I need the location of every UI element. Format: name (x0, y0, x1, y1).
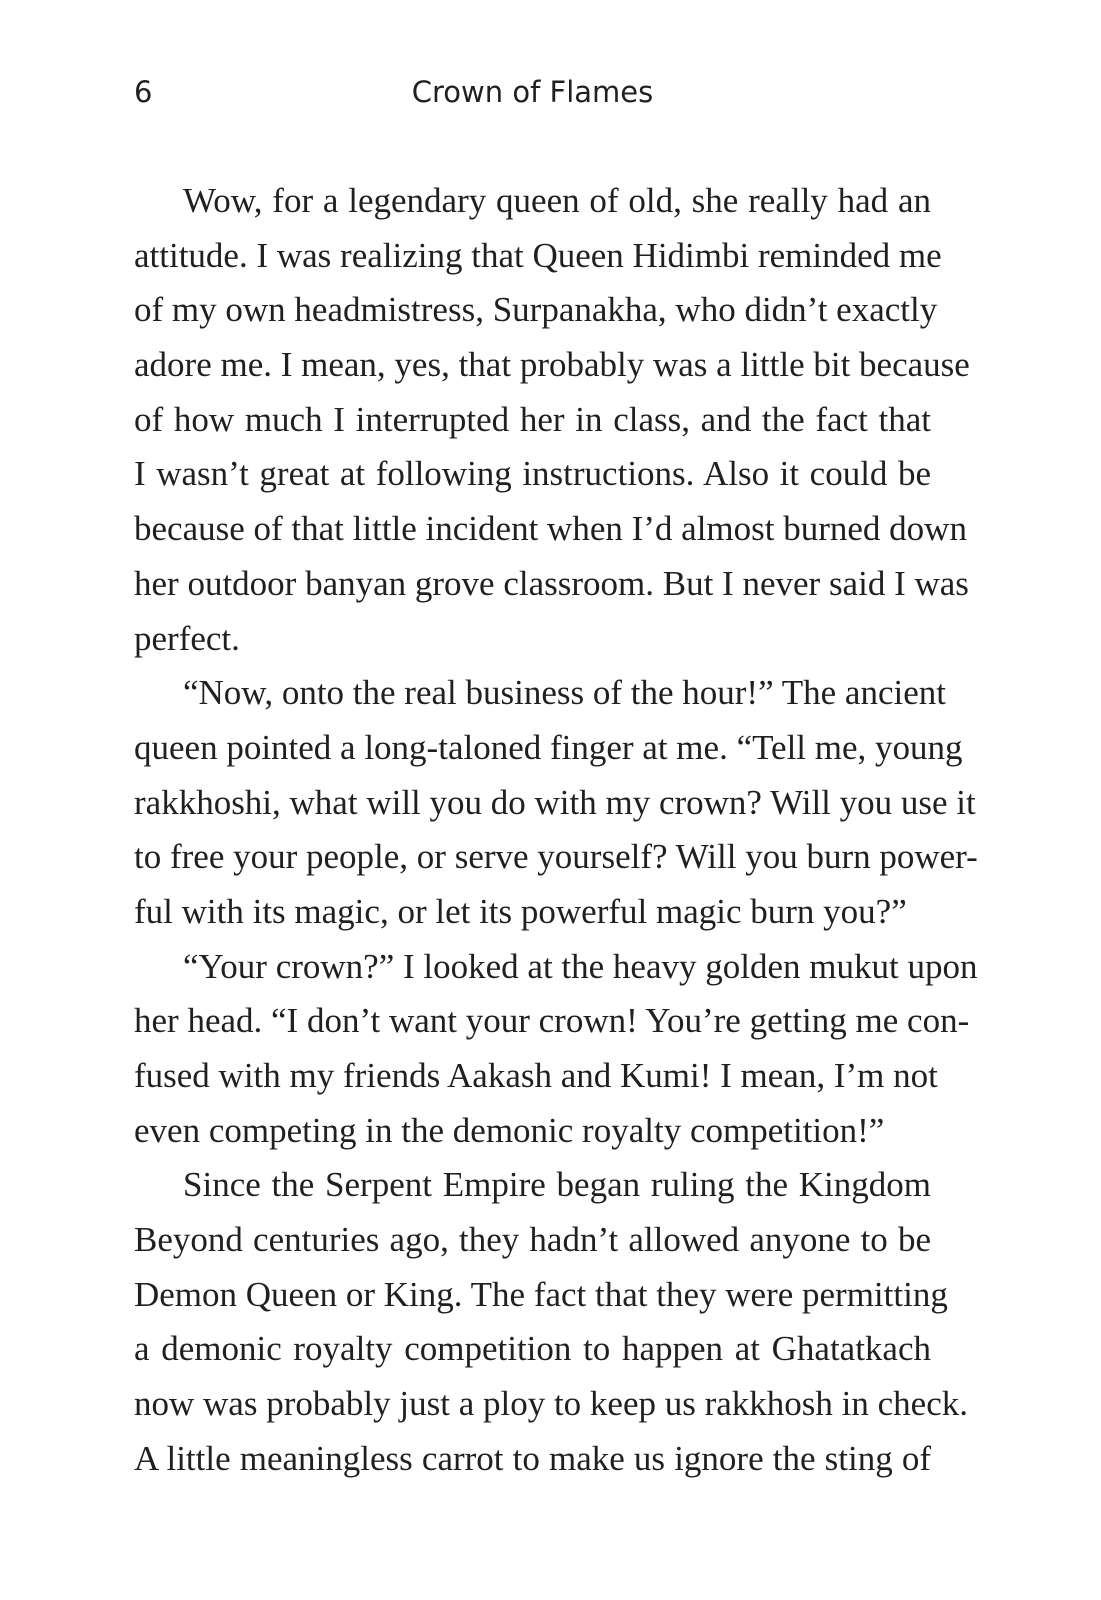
text-line: ful with its magic, or let its powerful magic burn you?” (134, 891, 907, 931)
text-line: queen pointed a long-taloned finger at me. “Tell me, young (134, 727, 963, 767)
text-line: adore me. I mean, yes, that probably was a little bit because (134, 345, 970, 385)
book-title: Crown of Flames (411, 75, 654, 109)
text-line: Demon Queen or King. The fact that they were permitting (134, 1274, 948, 1314)
text-line: rakkhoshi, what will you do with my crown? Will you use it (134, 782, 976, 822)
text-line: A little meaningless carrot to make us ignore the sting of (134, 1438, 931, 1478)
text-line: to free your people, or serve yourself? Will you burn power- (134, 837, 978, 877)
text-line: “Now, onto the real business of the hour!” The ancient (183, 673, 946, 713)
text-line: of how much I interrupted her in class, and the fact that (134, 399, 931, 439)
text-line: Beyond centuries ago, they hadn’t allowed anyone to be (134, 1220, 931, 1260)
page-number: 6 (134, 75, 153, 109)
text-line: her outdoor banyan grove classroom. But I never said I was (134, 563, 969, 603)
text-line: I wasn’t great at following instructions. Also it could be (134, 454, 931, 494)
text-line: attitude. I was realizing that Queen Hidimbi reminded me (134, 235, 942, 275)
body-text (134, 174, 978, 1487)
running-head (134, 70, 931, 114)
text-line: Wow, for a legendary queen of old, she really had an (183, 181, 931, 220)
text-line: Since the Serpent Empire began ruling the Kingdom (183, 1165, 931, 1205)
text-line: her head. “I don’t want your crown! You’re getting me con- (134, 1001, 970, 1041)
text-line: perfect. (134, 618, 240, 658)
text-line: fused with my friends Aakash and Kumi! I mean, I’m not (134, 1056, 938, 1095)
text-line: “Your crown?” I looked at the heavy golden mukut upon (183, 946, 978, 986)
text-line: even competing in the demonic royalty competition!” (134, 1110, 885, 1150)
text-line: now was probably just a ploy to keep us rakkhosh in check. (134, 1384, 969, 1424)
text-line: because of that little incident when I’d almost burned down (134, 509, 967, 549)
text-line: of my own headmistress, Surpanakha, who didn’t exactly (134, 290, 938, 330)
text-line: a demonic royalty competition to happen at Ghatatkach (134, 1329, 931, 1369)
